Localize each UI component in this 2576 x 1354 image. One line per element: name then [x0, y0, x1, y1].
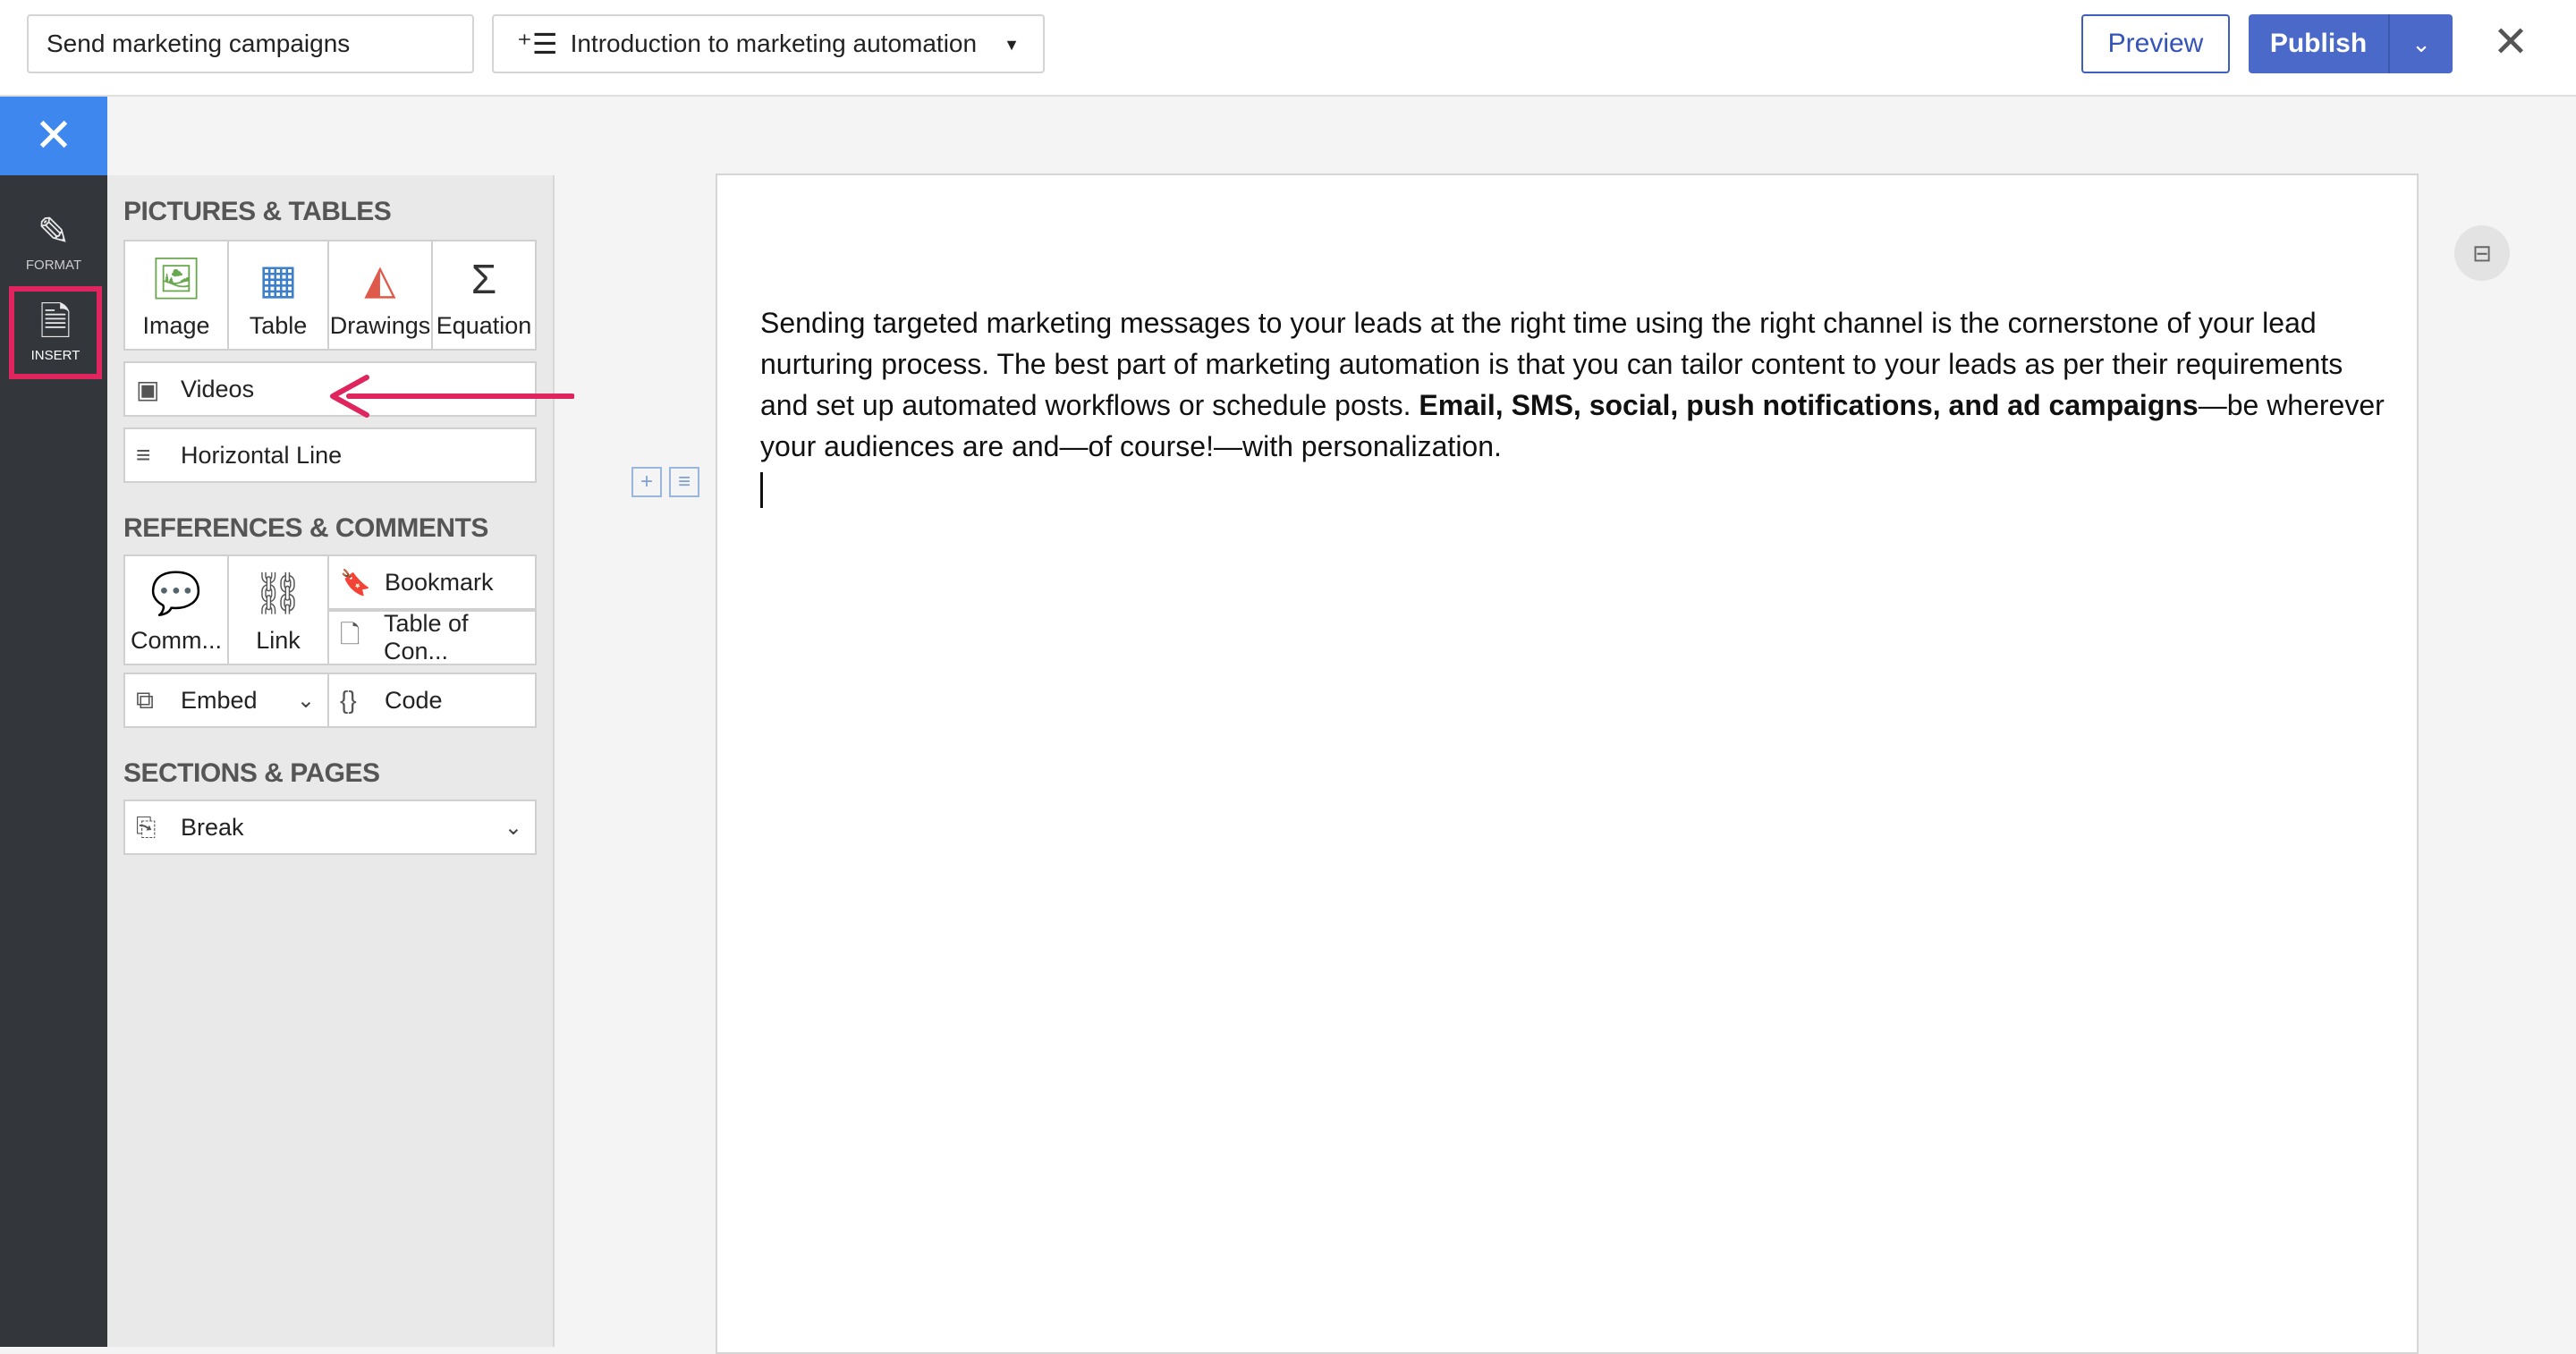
preview-button-label: Preview	[2107, 29, 2204, 58]
rail-format-tab[interactable]	[0, 193, 107, 292]
equation-label: Equation	[436, 312, 532, 339]
chevron-down-icon: ⌄	[296, 688, 315, 713]
chevron-down-icon: ⌄	[504, 815, 522, 840]
layout-icon[interactable]: ⊟	[2454, 225, 2510, 281]
drawings-icon: ◭	[364, 256, 396, 302]
rail-format-label: FORMAT	[25, 257, 82, 273]
table-icon: ▦	[258, 256, 298, 302]
chapter-select[interactable]	[492, 14, 1045, 73]
insert-toc-button[interactable]	[327, 610, 537, 665]
publish-button-label: Publish	[2269, 29, 2368, 58]
annotation-arrow-icon	[322, 374, 574, 419]
image-icon: 🖼	[149, 255, 203, 301]
add-list-icon: ⁺☰	[517, 28, 558, 60]
chapter-select-value: Introduction to marketing automation	[570, 30, 978, 57]
insert-embed-button[interactable]	[123, 673, 329, 728]
article-title-value: Send marketing campaigns	[47, 30, 351, 57]
paragraph-bold-text: Email, SMS, social, push notifications, and ad campaigns	[1419, 389, 2199, 421]
toc-icon: 🗋	[340, 621, 360, 648]
insert-link-button[interactable]	[227, 554, 329, 665]
bookmark-icon: 🔖	[340, 568, 371, 597]
section-title-sections: SECTIONS & PAGES	[123, 758, 380, 788]
caret-down-icon: ▼	[1004, 36, 1020, 54]
publish-button[interactable]	[2249, 14, 2453, 73]
paragraph-text-end: —be wherever your audiences are and—of course!—with personalization.	[760, 389, 2385, 462]
table-label: Table	[249, 312, 308, 339]
horizontal-line-label: Horizontal Line	[181, 441, 343, 469]
insert-image-button[interactable]	[123, 240, 229, 351]
comment-label: Comm...	[130, 627, 222, 654]
close-icon[interactable]: ✕	[2492, 19, 2529, 66]
link-icon: ⛓	[251, 570, 305, 616]
video-icon: ▣	[136, 375, 160, 403]
bookmark-label: Bookmark	[385, 568, 494, 596]
horizontal-line-icon: ≡	[136, 441, 151, 469]
format-icon: ✎	[37, 209, 71, 254]
embed-label: Embed	[181, 686, 258, 714]
insert-equation-button[interactable]	[431, 240, 537, 351]
image-label: Image	[142, 312, 210, 339]
sigma-icon: Σ	[470, 256, 497, 302]
top-bar	[0, 0, 2576, 97]
link-label: Link	[256, 627, 301, 654]
rail-insert-tab[interactable]	[9, 286, 102, 379]
insert-comment-button[interactable]	[123, 554, 229, 665]
text-cursor	[760, 472, 763, 508]
embed-icon: ⧉	[136, 685, 154, 714]
close-panel-icon[interactable]: ✕	[0, 97, 107, 175]
insert-panel	[107, 175, 555, 1347]
insert-code-button[interactable]	[327, 673, 537, 728]
document-paragraph[interactable]	[760, 302, 2388, 467]
paragraph-text-start: Sending targeted marketing messages to your leads at the right time using the right channel is the cornerstone of your lead nurturing process. The best part of marketing automation is that you can tailor content to your leads as per their requirements and set up automated workflows or schedule posts.	[760, 307, 2343, 421]
videos-label: Videos	[181, 375, 255, 402]
insert-bookmark-button[interactable]	[327, 554, 537, 610]
preview-button[interactable]	[2081, 14, 2230, 73]
insert-icon: 🗎	[39, 300, 72, 344]
block-controls	[631, 467, 699, 497]
article-title-input[interactable]	[27, 14, 474, 73]
page-break-icon: ⎘	[136, 812, 157, 841]
drawings-label: Drawings	[329, 312, 431, 339]
section-title-pictures: PICTURES & TABLES	[123, 197, 392, 226]
code-label: Code	[385, 686, 443, 714]
comment-add-icon: 💬	[150, 570, 202, 616]
chevron-down-icon[interactable]: ⌄	[2411, 30, 2431, 57]
code-braces-icon: {}	[340, 686, 357, 714]
block-menu-icon[interactable]: ≡	[669, 467, 699, 497]
insert-break-button[interactable]	[123, 800, 537, 855]
document-page[interactable]	[716, 173, 2419, 1354]
toc-label: Table of Con...	[383, 610, 469, 664]
left-rail	[0, 97, 107, 1347]
insert-horizontal-line-button[interactable]	[123, 427, 537, 483]
section-title-references: REFERENCES & COMMENTS	[123, 513, 488, 543]
break-label: Break	[181, 813, 244, 841]
insert-drawings-button[interactable]	[327, 240, 433, 351]
rail-insert-label: INSERT	[30, 347, 80, 363]
insert-table-button[interactable]	[227, 240, 329, 351]
add-block-icon[interactable]: +	[631, 467, 662, 497]
